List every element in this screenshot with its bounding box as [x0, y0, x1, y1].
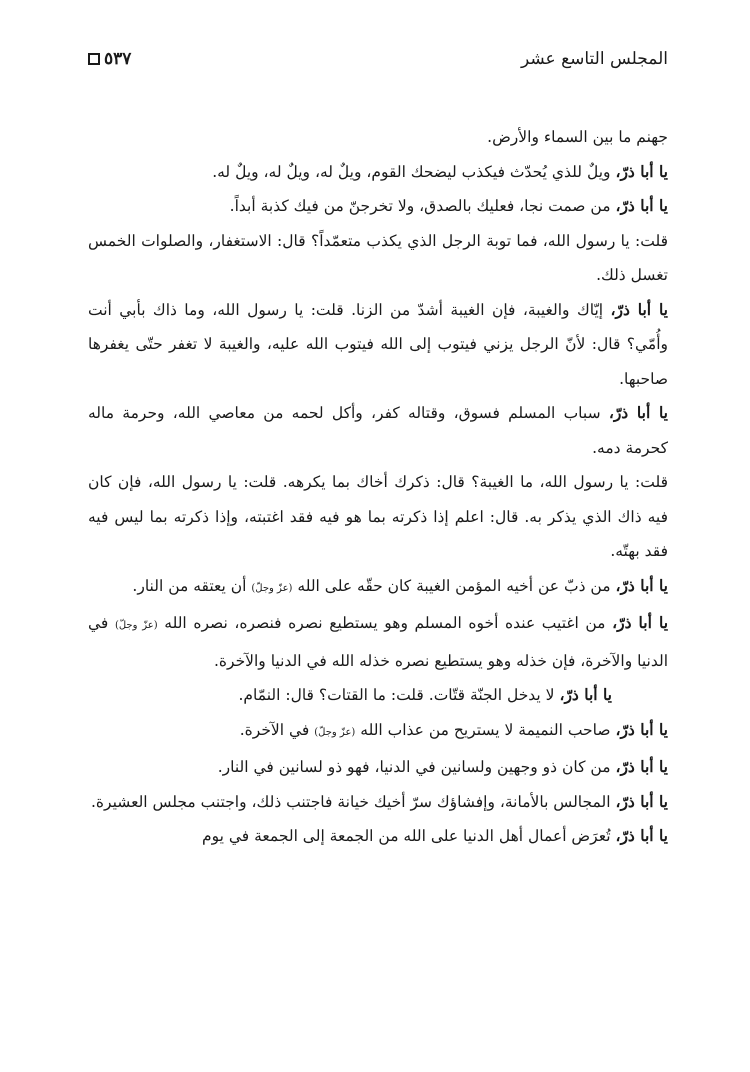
paragraph-text: جهنم ما بين السماء والأرض. — [487, 128, 668, 146]
paragraph — [88, 189, 668, 224]
paragraph — [88, 396, 668, 465]
paragraph — [88, 465, 668, 569]
paragraph — [88, 606, 668, 678]
paragraph — [88, 293, 668, 397]
paragraph-text: ويلٌ للذي يُحدّث فيكذب ليضحك القوم، ويلٌ له، ويلٌ له، ويلٌ له. — [212, 162, 616, 181]
honorific: (عزّ وجلّ) — [251, 582, 293, 594]
body-text — [88, 120, 668, 854]
paragraph-text: صاحب النميمة لا يستريح من عذاب الله — [355, 720, 616, 739]
paragraph-lead: يا أبا ذرّ، — [615, 757, 668, 776]
paragraph-text: المجالس بالأمانة، وإفشاؤك سرّ أخيك خيانة فاجتنب ذلك، واجتنب مجلس العشيرة. — [90, 792, 616, 811]
paragraph-lead: يا أبا ذرّ، — [615, 575, 668, 595]
paragraph-text: لا يدخل الجنّة قتّات. قلت: ما القتات؟ قال: النمّام. — [238, 686, 560, 704]
running-head: المجلس التاسع عشر — [520, 49, 668, 69]
paragraph-text: تُعرَض أعمال أهل الدنيا على الله من الجمعة إلى الجمعة في يوم — [202, 827, 616, 845]
paragraph-text: قلت: يا رسول الله، فما توبة الرجل الذي يكذب متعمّداً؟ قال: الاستغفار، والصلوات الخمس تغسل ذلك. — [88, 231, 668, 284]
paragraph-text-continued: أن يعتقه من النار. — [132, 576, 252, 595]
paragraph-text-continued: في الدنيا والآخرة، فإن خذله وهو يستطيع نصره خذله الله في الدنيا والآخرة. — [88, 614, 668, 670]
page-marker-square-icon — [88, 53, 100, 65]
paragraph-lead: يا أبا ذرّ، — [612, 613, 669, 632]
paragraph-lead: يا أبا ذرّ، — [610, 299, 668, 319]
page-number-text: ٥٣٧ — [104, 49, 132, 69]
book-page — [88, 40, 668, 1060]
paragraph — [88, 819, 668, 854]
paragraph-text: من صمت نجا، فعليك بالصدق، ولا تخرجنّ من فيك كذبة أبداً. — [229, 197, 616, 215]
paragraph — [88, 155, 668, 190]
paragraph-text: إيّاك والغيبة، فإن الغيبة أشدّ من الزنا. قلت: يا رسول الله، وما ذاك بأبي أنت وأُمّي؟ قال: لأنّ الرجل يزني فيتوب إلى الله فيتوب الله عليه، والغيبة لا تغفر حتّى يغفرها صاحبها. — [88, 300, 668, 388]
honorific: (عزّ وجلّ) — [114, 620, 158, 631]
paragraph — [88, 713, 668, 751]
paragraph-text-continued: في الآخرة. — [239, 720, 315, 739]
page-header — [88, 40, 668, 84]
paragraph-lead: يا أبا ذرّ، — [615, 826, 668, 845]
paragraph-lead: يا أبا ذرّ، — [615, 719, 668, 739]
paragraph-text: قلت: يا رسول الله، ما الغيبة؟ قال: ذكرك أخاك بما يكرهه. قلت: يا رسول الله، فإن كان فيه ذاك الذي يذكر به. قال: اعلم إذا ذكرته بما هو فيه فقد اغتبته، وإذا ذكرته بما ليس فيه فقد بهتّه. — [88, 473, 668, 560]
paragraph — [88, 785, 668, 820]
paragraph-lead: يا أبا ذرّ، — [615, 196, 668, 215]
paragraph-text: سباب المسلم فسوق، وقتاله كفر، وأكل لحمه من معاصي الله، وحرمة ماله كحرمة دمه. — [88, 404, 668, 457]
paragraph-lead: يا أبا ذرّ، — [608, 403, 668, 422]
paragraph-text: من اغتيب عنده أخوه المسلم وهو يستطيع نصره فنصره، نصره الله — [157, 614, 613, 632]
paragraph — [88, 678, 668, 713]
paragraph — [88, 120, 668, 155]
paragraph-lead: يا أبا ذرّ، — [615, 161, 668, 181]
page-number — [88, 48, 131, 70]
paragraph-text: من كان ذو وجهين ولسانين في الدنيا، فهو ذو لسانين في النار. — [217, 758, 616, 776]
paragraph — [88, 224, 668, 293]
paragraph-text: من ذبّ عن أخيه المؤمن الغيبة كان حقّه على الله — [292, 576, 616, 595]
paragraph-lead: يا أبا ذرّ، — [559, 685, 612, 704]
paragraph — [88, 750, 668, 785]
paragraph-lead: يا أبا ذرّ، — [615, 791, 668, 811]
honorific: (عزّ وجلّ) — [314, 726, 356, 738]
paragraph — [88, 569, 668, 607]
